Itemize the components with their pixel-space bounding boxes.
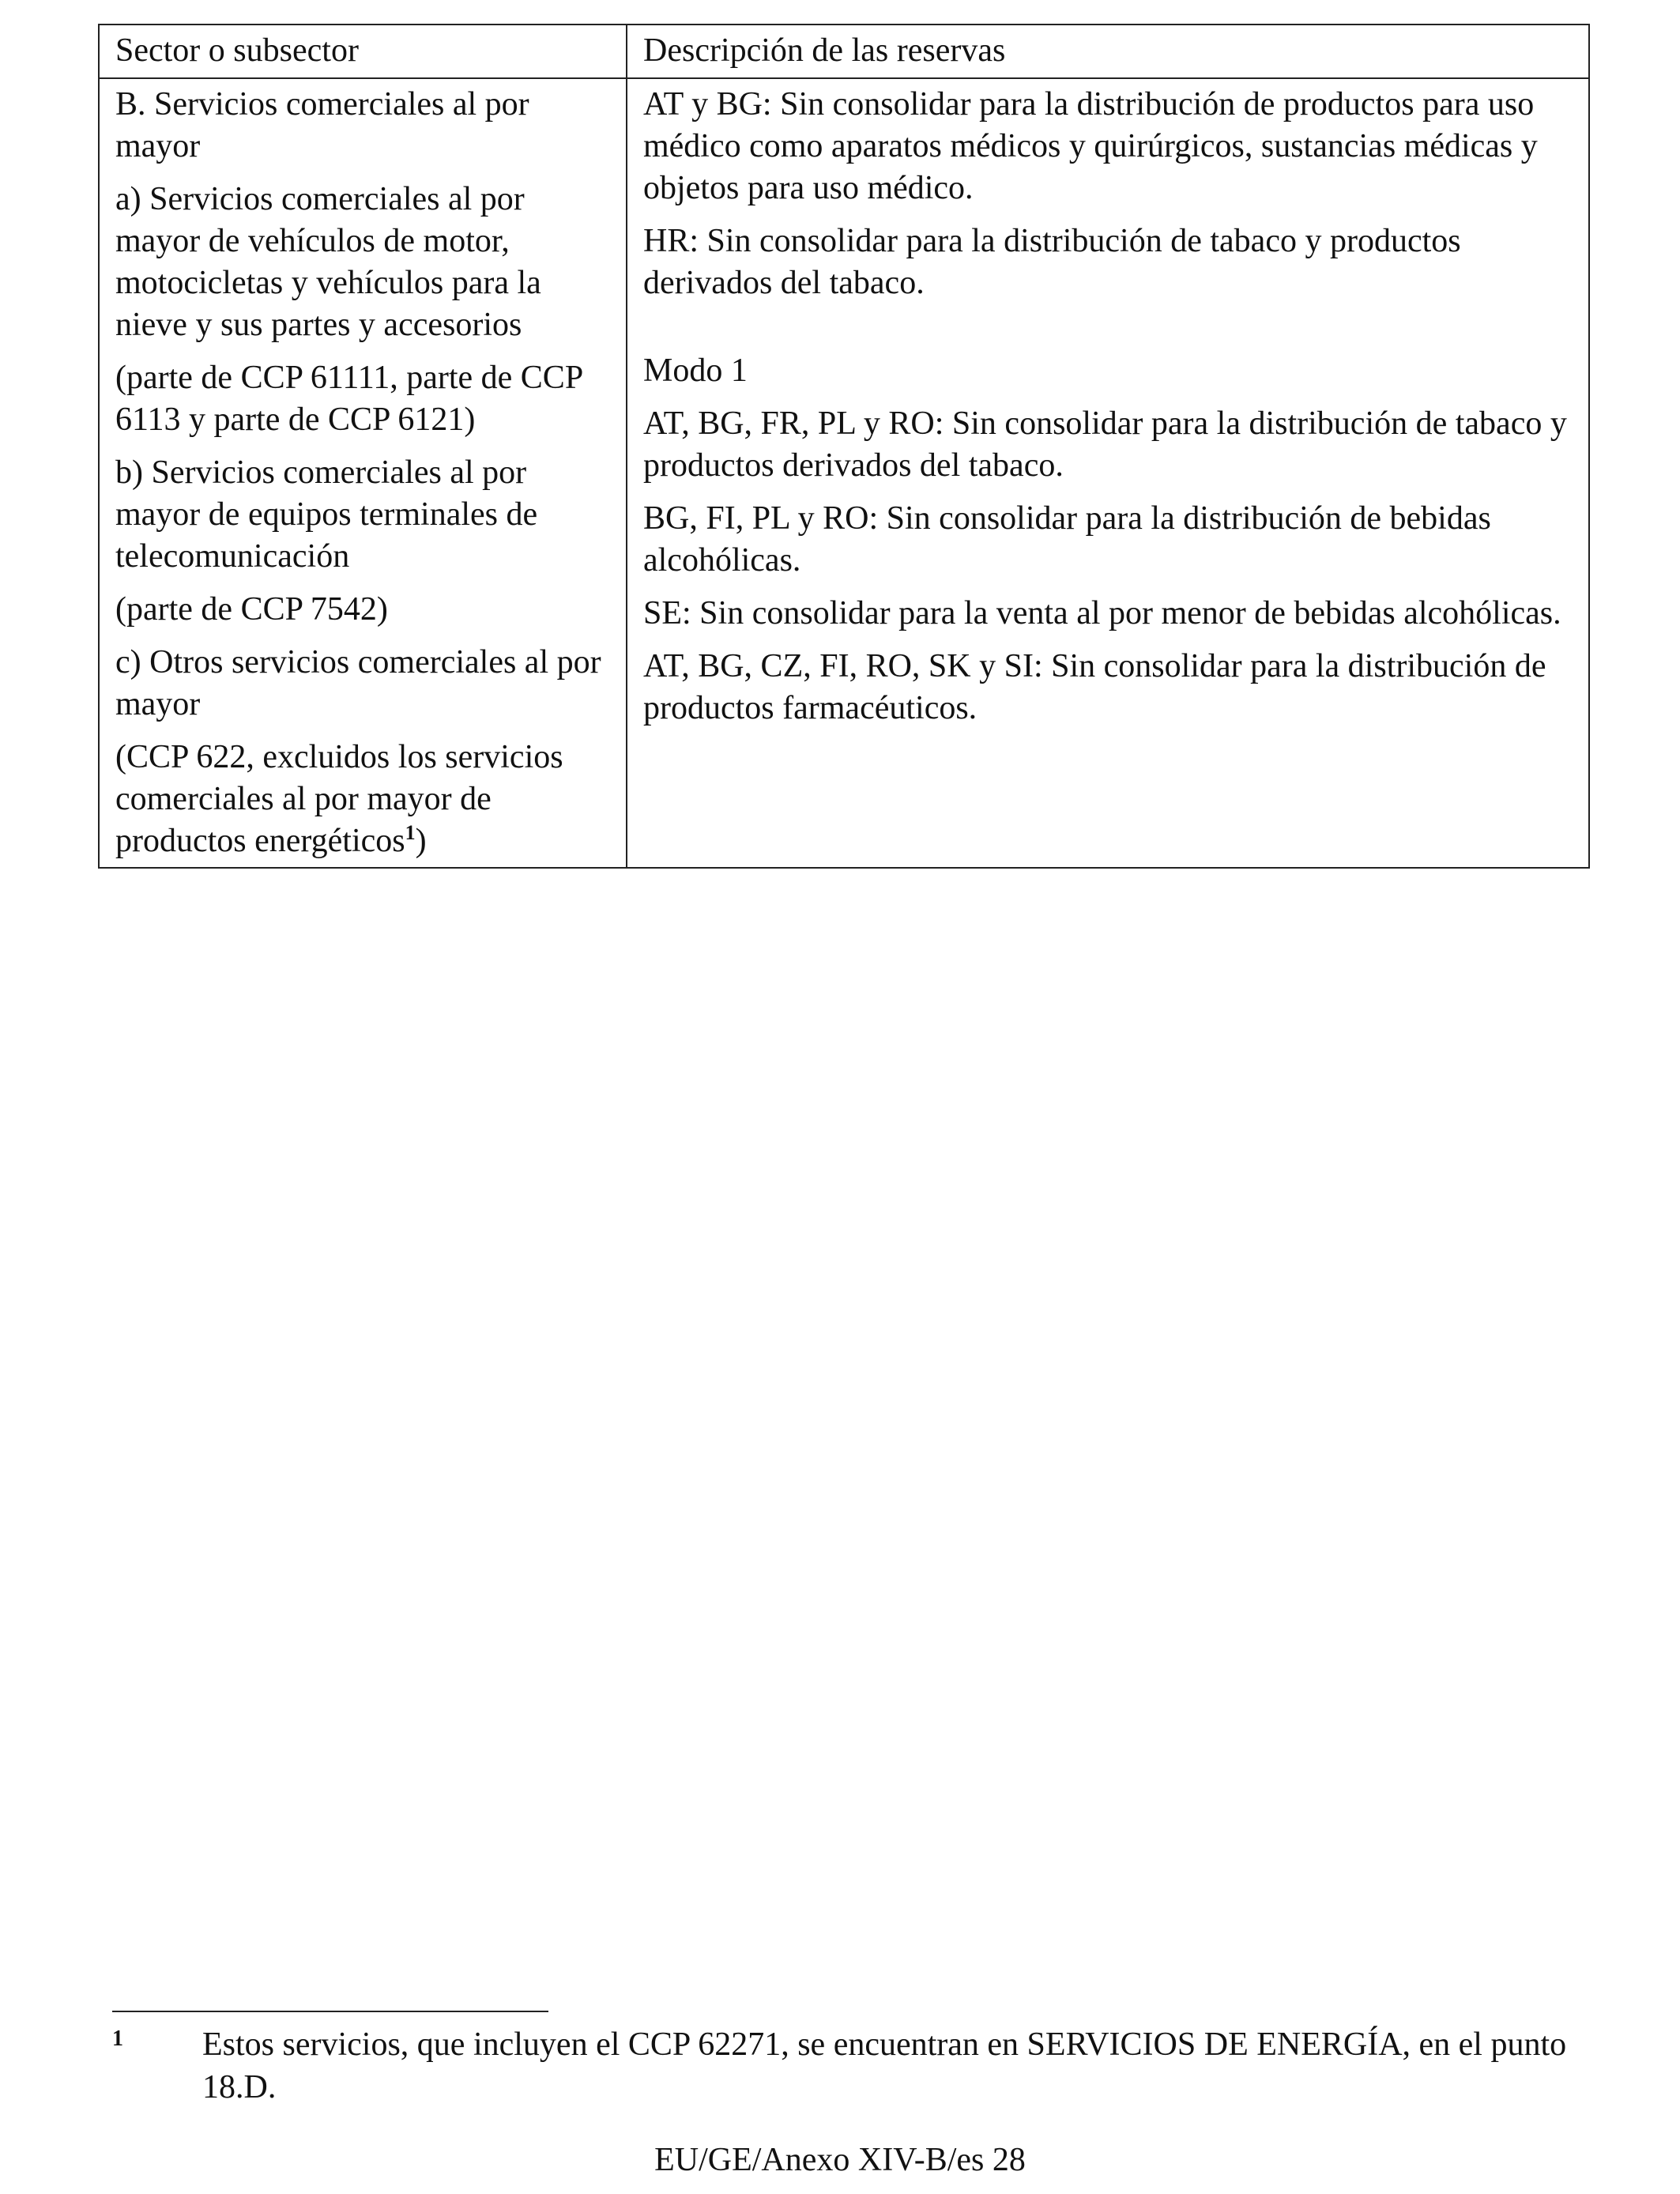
sector-item-b: b) Servicios comerciales al por mayor de equipos terminales de telecomunicación [115,454,538,575]
sector-title: B. Servicios comerciales al por mayor [115,86,529,164]
table-row [99,78,1589,868]
sector-item-c-ccp-close: ) [415,823,427,859]
paragraph-spacer [643,315,1573,350]
mode-heading: Modo 1 [643,352,748,389]
header-descripcion: Descripción de las reservas [627,25,1589,78]
page-identifier: EU/GE/Anexo XIV-B/es 28 [654,2142,1026,2178]
sector-item-c: c) Otros servicios comerciales al por mayor [115,644,601,722]
footnote-separator [112,2011,548,2012]
footnote [112,2023,1574,2109]
reservation-at-bg-medical: AT y BG: Sin consolidar para la distribución de productos para uso médico como aparatos médicos y quirúrgicos, sustancias médicas y objetos para uso médico. [643,86,1538,206]
footnote-marker: 1 [112,2026,123,2051]
reservation-alcohol-distribution: BG, FI, PL y RO: Sin consolidar para la distribución de bebidas alcohólicas. [643,500,1491,579]
table-header-row [99,25,1589,78]
sector-cell [99,78,627,868]
footnote-reference[interactable]: 1 [405,821,416,844]
sector-item-b-ccp: (parte de CCP 7542) [115,591,388,628]
reservation-tobacco: AT, BG, FR, PL y RO: Sin consolidar para la distribución de tabaco y productos derivados del tabaco. [643,405,1567,484]
header-sector: Sector o subsector [99,25,627,78]
sector-item-c-ccp [115,737,610,862]
description-cell [627,78,1589,868]
reservation-pharmaceuticals: AT, BG, CZ, FI, RO, SK y SI: Sin consolidar para la distribución de productos farmacéuticos. [643,648,1546,726]
reservation-se-alcohol-retail: SE: Sin consolidar para la venta al por menor de bebidas alcohólicas. [643,595,1561,631]
reservation-hr-tobacco: HR: Sin consolidar para la distribución de tabaco y productos derivados del tabaco. [643,223,1461,301]
sector-item-c-ccp-text: (CCP 622, excluidos los servicios comerciales al por mayor de productos energéticos [115,739,563,859]
sector-item-a: a) Servicios comerciales al por mayor de vehículos de motor, motocicletas y vehículos para la nieve y sus partes y accesorios [115,181,541,343]
sector-item-a-ccp: (parte de CCP 61111, parte de CCP 6113 y parte de CCP 6121) [115,360,582,438]
reservations-table [98,24,1590,869]
footnote-text: Estos servicios, que incluyen el CCP 62271, se encuentran en SERVICIOS DE ENERGÍA, en el punto 18.D. [202,2026,1567,2105]
